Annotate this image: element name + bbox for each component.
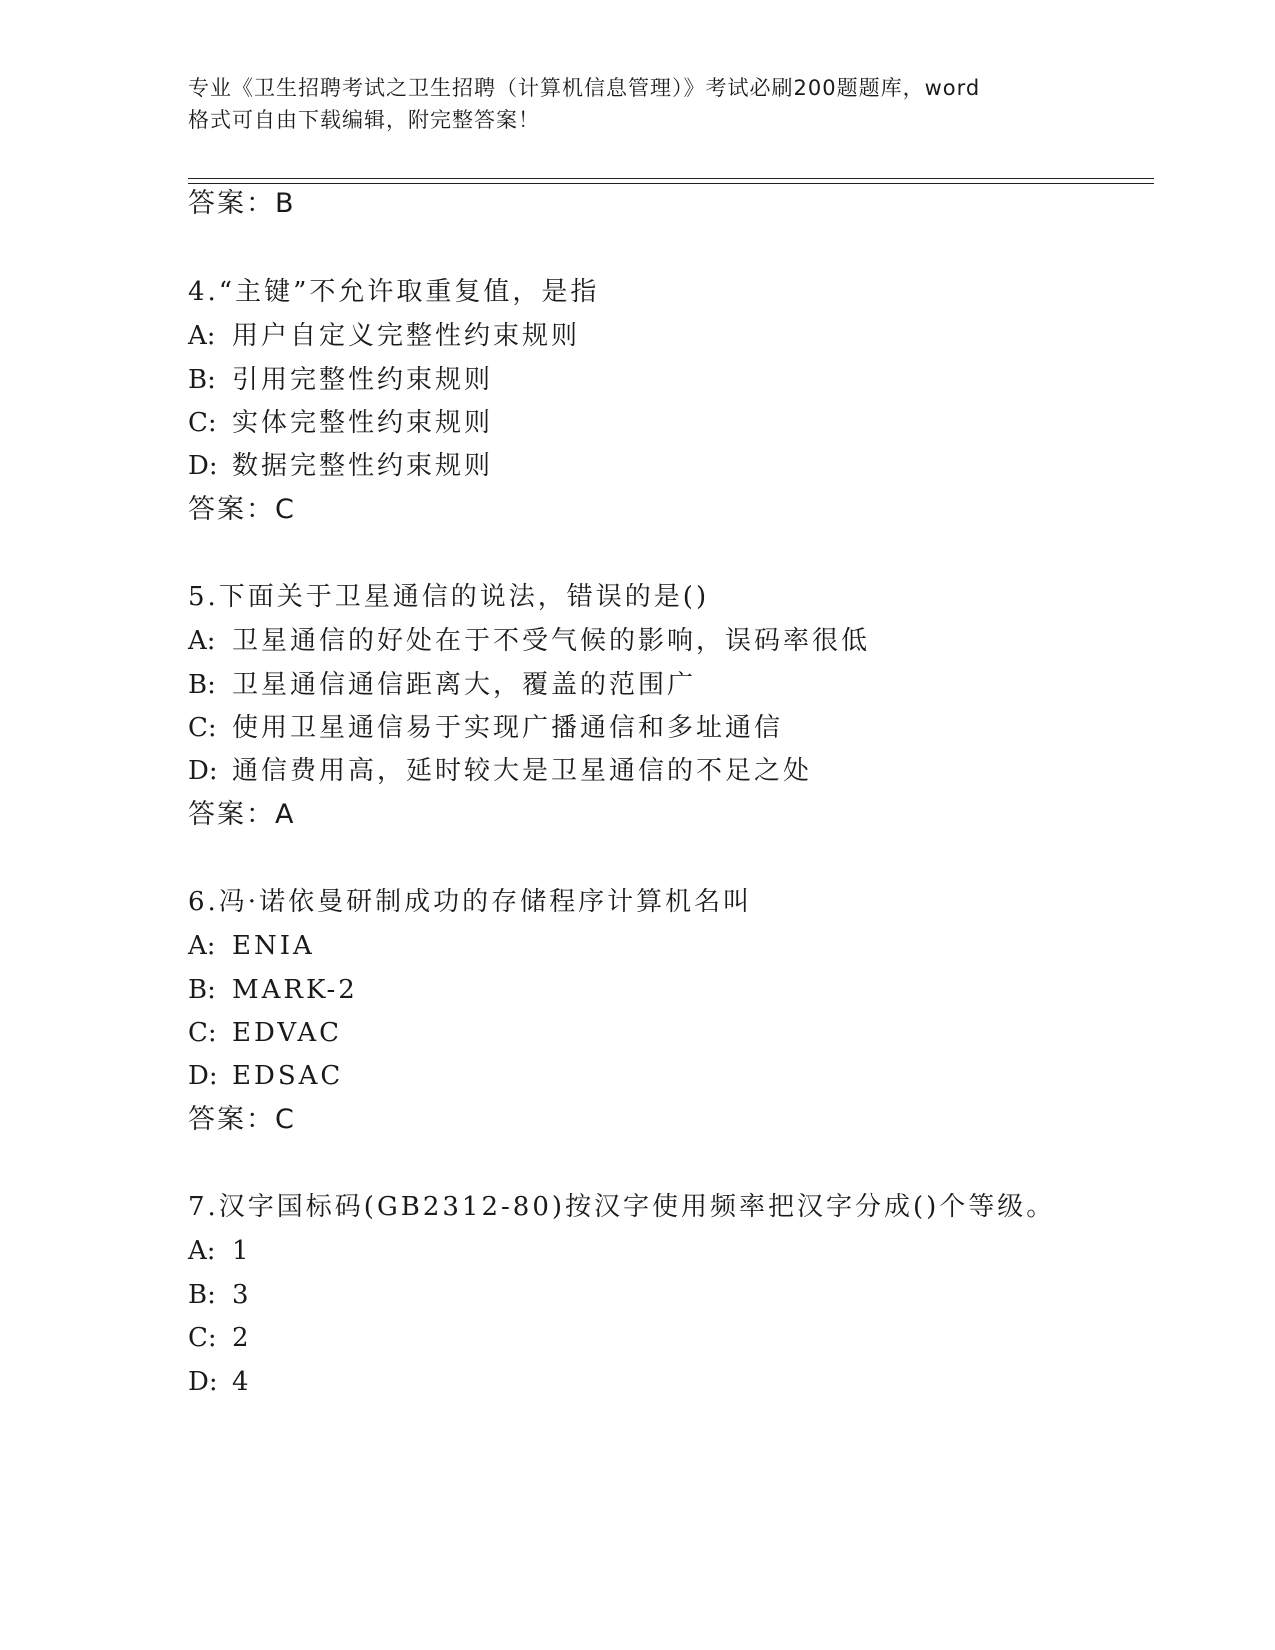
option-text: 2: [232, 1323, 252, 1353]
question-7-option-c: [188, 1320, 252, 1356]
question-4-option-a: [188, 318, 580, 354]
question-7-option-d: [188, 1364, 252, 1400]
question-5-option-a: [188, 623, 870, 659]
question-6-option-d: [188, 1058, 343, 1094]
question-6-option-c: [188, 1015, 342, 1051]
option-letter: A:: [188, 626, 216, 656]
option-letter: B:: [188, 1280, 216, 1310]
option-letter: A:: [188, 321, 216, 351]
header-divider-bottom: [188, 183, 1154, 184]
question-7-option-b: [188, 1277, 252, 1313]
option-text: 用户自定义完整性约束规则: [232, 321, 581, 351]
question-6-answer: 答案：C: [188, 1104, 296, 1135]
option-text: 卫星通信的好处在于不受气候的影响，误码率很低: [232, 626, 871, 656]
option-letter: A:: [188, 1236, 216, 1266]
question-6-option-b: [188, 972, 358, 1008]
option-text: 3: [232, 1280, 252, 1310]
option-text: 引用完整性约束规则: [232, 365, 494, 395]
option-letter: B:: [188, 975, 216, 1005]
option-letter: C:: [188, 1018, 217, 1048]
option-letter: A:: [188, 931, 216, 961]
option-text: EDVAC: [232, 1018, 343, 1048]
header-line-2: 格式可自由下载编辑，附完整答案！: [188, 108, 540, 132]
option-letter: B:: [188, 670, 216, 700]
option-letter: C:: [188, 713, 217, 743]
option-letter: C:: [188, 408, 217, 438]
answer-label: 答案：B: [188, 188, 296, 219]
option-text: 4: [232, 1367, 252, 1397]
option-letter: D:: [188, 1061, 218, 1091]
header-line-1: 专业《卫生招聘考试之卫生招聘（计算机信息管理）》考试必刷200题题库，word: [188, 76, 981, 100]
question-4-option-d: [188, 448, 493, 484]
question-4-option-b: [188, 362, 493, 398]
question-5-option-b: [188, 667, 696, 703]
question-5-answer: 答案：A: [188, 799, 296, 830]
question-6-option-a: [188, 928, 315, 964]
question-4-text: 4.“主键”不允许取重复值，是指: [188, 277, 600, 307]
option-text: EDSAC: [232, 1061, 344, 1091]
option-text: 数据完整性约束规则: [232, 451, 494, 481]
option-letter: B:: [188, 365, 216, 395]
option-letter: D:: [188, 451, 218, 481]
option-text: 1: [232, 1236, 252, 1266]
question-4-option-c: [188, 405, 493, 441]
option-text: 卫星通信通信距离大，覆盖的范围广: [232, 670, 697, 700]
question-6-text: 6.冯·诺依曼研制成功的存储程序计算机名叫: [188, 887, 753, 917]
option-text: MARK-2: [232, 975, 358, 1005]
document-header: [188, 72, 1088, 136]
option-letter: C:: [188, 1323, 217, 1353]
option-text: 通信费用高，延时较大是卫星通信的不足之处: [232, 756, 813, 786]
option-text: ENIA: [232, 931, 315, 961]
question-4-answer: 答案：C: [188, 494, 296, 525]
option-text: 实体完整性约束规则: [232, 408, 494, 438]
option-letter: D:: [188, 1367, 218, 1397]
question-7-option-a: [188, 1233, 252, 1269]
question-7-text: 7.汉字国标码(GB2312-80)按汉字使用频率把汉字分成()个等级。: [188, 1192, 1056, 1222]
option-letter: D:: [188, 756, 218, 786]
option-text: 使用卫星通信易于实现广播通信和多址通信: [232, 713, 784, 743]
question-5-option-d: [188, 753, 812, 789]
header-divider-top: [188, 178, 1154, 179]
question-5-option-c: [188, 710, 783, 746]
question-5-text: 5.下面关于卫星通信的说法，错误的是(): [188, 582, 710, 612]
